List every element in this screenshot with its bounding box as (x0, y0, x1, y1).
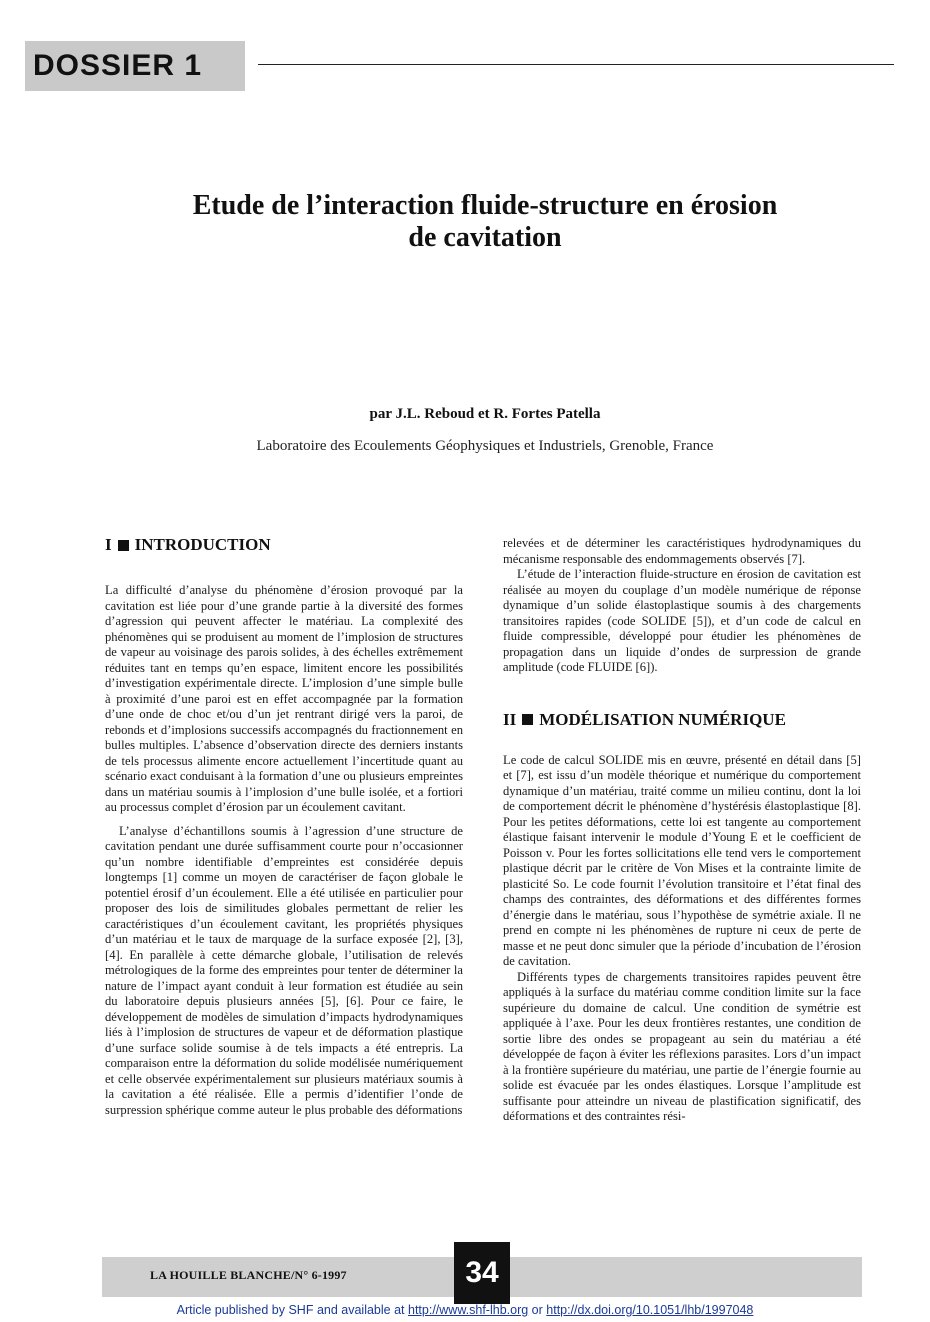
doi-link[interactable]: http://dx.doi.org/10.1051/lhb/1997048 (546, 1303, 754, 1317)
article-title-line-2: de cavitation (408, 222, 562, 253)
section-title: INTRODUCTION (134, 535, 271, 554)
publisher-note (0, 1303, 930, 1317)
section-heading-introduction (105, 534, 463, 556)
section-title: MODÉLISATION NUMÉRIQUE (539, 709, 786, 729)
left-column (105, 534, 463, 1118)
header-rule (258, 64, 894, 65)
paragraph-intro-2: L’analyse d’échantillons soumis à l’agression d’une structure de cavitation pendant une durée suffisamment courte pour n’occasionner qu’un nombre identifiable d’empreintes est considérée depuis longtemps [1] comme un moyen de caractériser de façon globale le potentiel érosif d’un écoulement. Elle a été utilisée en particulier pour proposer des lois de similitudes globales permettant de relier les caractéristiques d’un écoulement cavitant, les propriétés physiques d’un matériau et le taux de marquage de la surface exposée [2], [3], [4]. En parallèle à cette démarche globale, l’utilisation de relevés métrologiques de la forme des empreintes pour tenter de déterminer la nature de l’impact ayant conduit à leur formation est étudiée au sein du laboratoire depuis plusieurs années [5], [6]. Pour ce faire, le développement de modèles de simulation d’impacts hydrodynamiques liés à l’implosion de structures de vapeur et de déformation plastique d’une surface solide soumise à de tels impacts a été entrepris. La comparaison entre la déformation du solide modélisée numériquement et celle observée expérimentalement sur plusieurs matériaux soumis à la cavitation a été réalisée. Elle a permis d’identifier l’onde de surpression sphérique comme auteur le plus probable des déformations (105, 823, 463, 1117)
publisher-note-prefix: Article published by SHF and available at (176, 1303, 408, 1317)
paragraph-model-1: Le code de calcul SOLIDE mis en œuvre, présenté en détail dans [5] et [7], est issu d’un modèle théorique et numérique du comportement dynamique d’un matériau, traité comme un milieu continu, dont la loi de comportement décrit le phénomène d’hystérésis élastoplastique [8]. Pour les petites déformations, cette loi est tangente au comportement élastique faisant intervenir le module d’Young E et le coefficient de Poisson v. Pour les fortes sollicitations elle tend vers le comportement plastique décrit par le critère de Von Mises et la contrainte limite de plasticité So. Le code fournit l’évolution transitoire et l’état final des champs des contraintes, des déformations et des différentes formes d’énergie dans le matériau, sous l’hypothèse de symétrie axiale. Il ne prend en compte ni les phénomènes de rupture ni ceux de perte de masse et ne peut donc simuler que la période d’incubation de l’érosion de cavitation. (503, 752, 861, 968)
paragraph-intro-1: La difficulté d’analyse du phénomène d’érosion provoqué par la cavitation est liée pour d’une grande partie à la diversité des formes d’agression qui peuvent affecter le matériau. La complexité des phénomènes qui se produisent au moment de l’implosion de structures de vapeur au voisinage des parois solides, à des échelles extrêmement réduites tant en temps qu’en espace, limitent encore les possibilités d’investigation expérimentale directe. L’implosion d’une simple bulle à proximité d’une paroi est en effet accompagnée par la formation d’une onde de choc et/ou d’un jet rentrant dirigé vers la paroi, de rebonds et d’implosions successifs accompagnés du fractionnement en bulles multiples. L’absence d’observation directe des derniers instants de tels processus alimente encore actuellement l’incertitude quant au scénario exact conduisant à la formation d’une ou plusieurs empreintes dans un matériau soumis à l’implosion d’une bulle isolée, et a fortiori au processus complet d’érosion par un écoulement cavitant. (105, 583, 463, 814)
paragraph-intro-3: relevées et de déterminer les caractéristiques hydrodynamiques du mécanisme responsable des endommagements observés [7]. (503, 536, 861, 566)
square-bullet-icon (522, 714, 533, 725)
shf-link[interactable]: http://www.shf-lhb.org (408, 1303, 529, 1317)
article-title (60, 190, 910, 254)
dossier-label-text: DOSSIER 1 (33, 49, 203, 82)
article-authors: par J.L. Reboud et R. Fortes Patella (369, 406, 601, 422)
paragraph-model-2: Différents types de chargements transitoires rapides peuvent être appliqués à la surface du matériau comme condition limite sur la face supérieure du domaine de calcul. Une condition de symétrie est appliquée à l’axe. Pour les deux frontières restantes, une condition de sortie libre des ondes se propageant au sein du matériau a été développée de façon à éviter les réflexions parasites. Lors d’un impact à la frontière supérieure du matériau, une partie de l’énergie fournie au solide est évacuée par les ondes élastiques. Lorsque l’amplitude est suffisante pour atteindre un niveau de plastification significatif, des déformations et des contraintes rési- (503, 969, 861, 1123)
article-affiliation: Laboratoire des Ecoulements Géophysiques et Industriels, Grenoble, France (256, 438, 714, 454)
section-number: II (503, 709, 517, 729)
right-column (503, 536, 861, 1125)
section-heading-modelisation (503, 709, 861, 731)
publisher-note-or: or (528, 1303, 547, 1317)
article-title-line-1: Etude de l’interaction fluide-structure en érosion (192, 190, 778, 221)
journal-reference: LA HOUILLE BLANCHE/N° 6-1997 (150, 1268, 347, 1282)
page-number: 34 (454, 1242, 510, 1304)
square-bullet-icon (118, 540, 129, 551)
dossier-label (25, 41, 245, 91)
paragraph-intro-4: L’étude de l’interaction fluide-structure en érosion de cavitation est réalisée au moyen du couplage d’un modèle numérique de réponse dynamique d’un solide élastoplastique soumis à des chargements transitoires rapides (code SOLIDE [5]), et d’un code de calcul en fluide compressible, développé pour étudier les phénomènes de propagation dans un liquide d’ondes de surpression de grande amplitude (code FLUIDE [6]). (503, 567, 861, 674)
section-number: I (105, 535, 112, 554)
